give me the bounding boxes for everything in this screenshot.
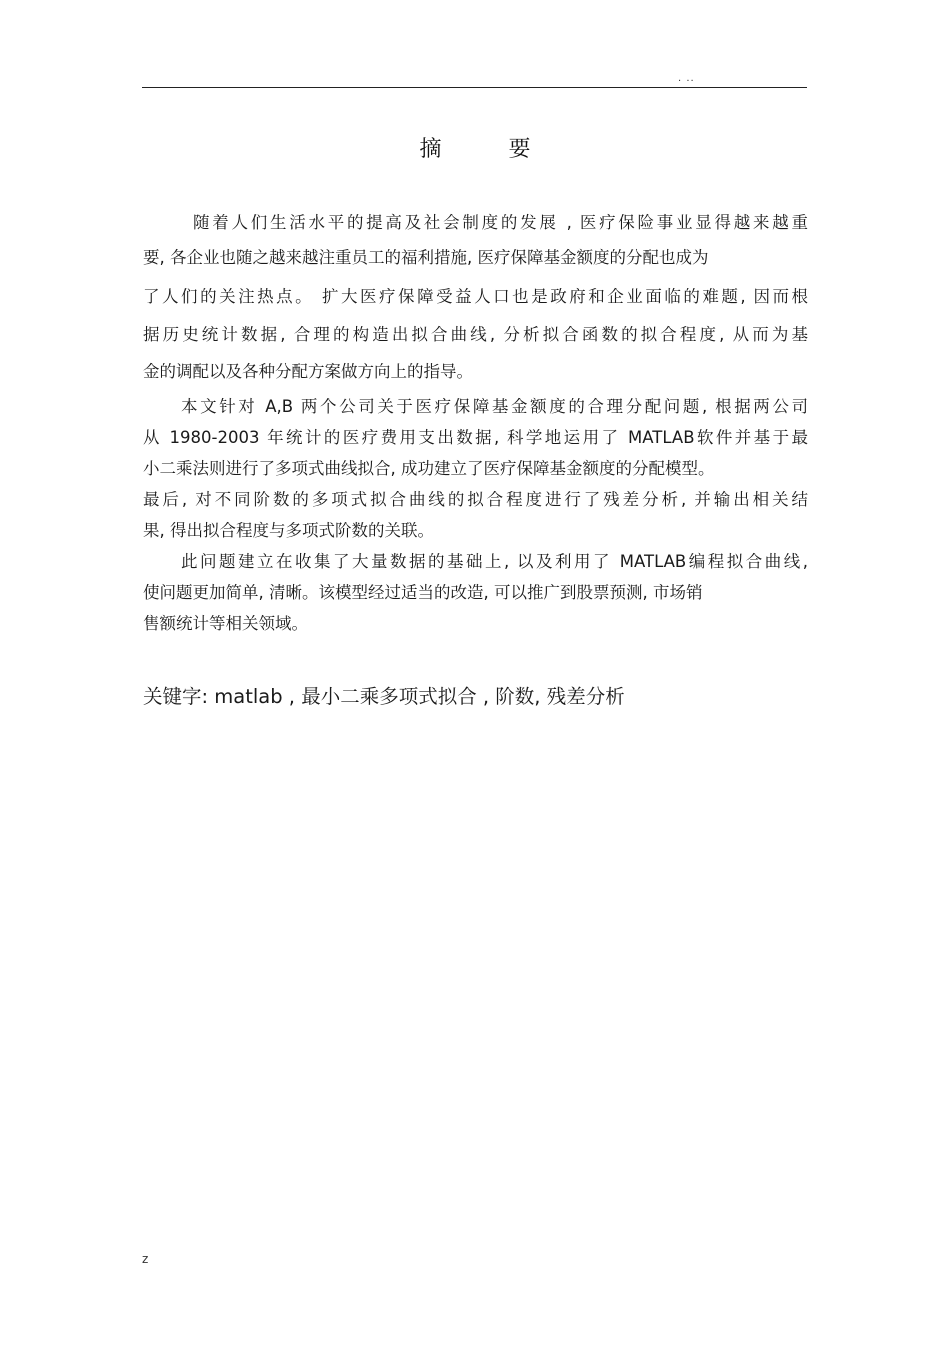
- paragraph-1-line-1: 随着人们生活水平的提高及社会制度的发展 , 医疗保险事业显得越来越重: [193, 213, 808, 232]
- paragraph-2-line-1: 本文针对 A,B 两个公司关于医疗保障基金额度的合理分配问题, 根据两公司: [181, 397, 808, 416]
- paragraph-2-line-2: 从 1980-2003 年统计的医疗费用支出数据, 科学地运用了 MATLAB软件并基于最: [143, 428, 808, 447]
- paragraph-2-line-4: 最后, 对不同阶数的多项式拟合曲线的拟合程度进行了残差分析, 并输出相关结: [143, 490, 808, 509]
- keywords-line: 关键字: matlab , 最小二乘多项式拟合 , 阶数, 残差分析: [143, 685, 625, 708]
- paragraph-3-line-2: 使问题更加简单, 清晰。该模型经过适当的改造, 可以推广到股票预测, 市场销: [143, 583, 703, 602]
- paragraph-1-line-2: 要, 各企业也随之越来越注重员工的福利措施, 医疗保障基金额度的分配也成为: [143, 248, 709, 267]
- paragraph-3-line-3: 售额统计等相关领域。: [143, 614, 308, 633]
- paragraph-2-line-5: 果, 得出拟合程度与多项式阶数的关联。: [143, 521, 434, 540]
- footer-mark: z: [142, 1252, 149, 1266]
- paragraph-1-line-4: 据历史统计数据, 合理的构造出拟合曲线, 分析拟合函数的拟合程度, 从而为基: [143, 325, 808, 344]
- paragraph-1-line-5: 金的调配以及各种分配方案做方向上的指导。: [143, 362, 473, 381]
- paragraph-1-line-3: 了人们的关注热点。 扩大医疗保障受益人口也是政府和企业面临的难题, 因而根: [143, 287, 808, 306]
- page-title: 摘 要: [419, 137, 561, 162]
- header-mark: . ..: [678, 73, 695, 84]
- paragraph-3-line-1: 此问题建立在收集了大量数据的基础上, 以及利用了 MATLAB编程拟合曲线,: [181, 552, 808, 571]
- header-rule: [142, 87, 807, 88]
- paragraph-2-line-3: 小二乘法则进行了多项式曲线拟合, 成功建立了医疗保障基金额度的分配模型。: [143, 459, 715, 478]
